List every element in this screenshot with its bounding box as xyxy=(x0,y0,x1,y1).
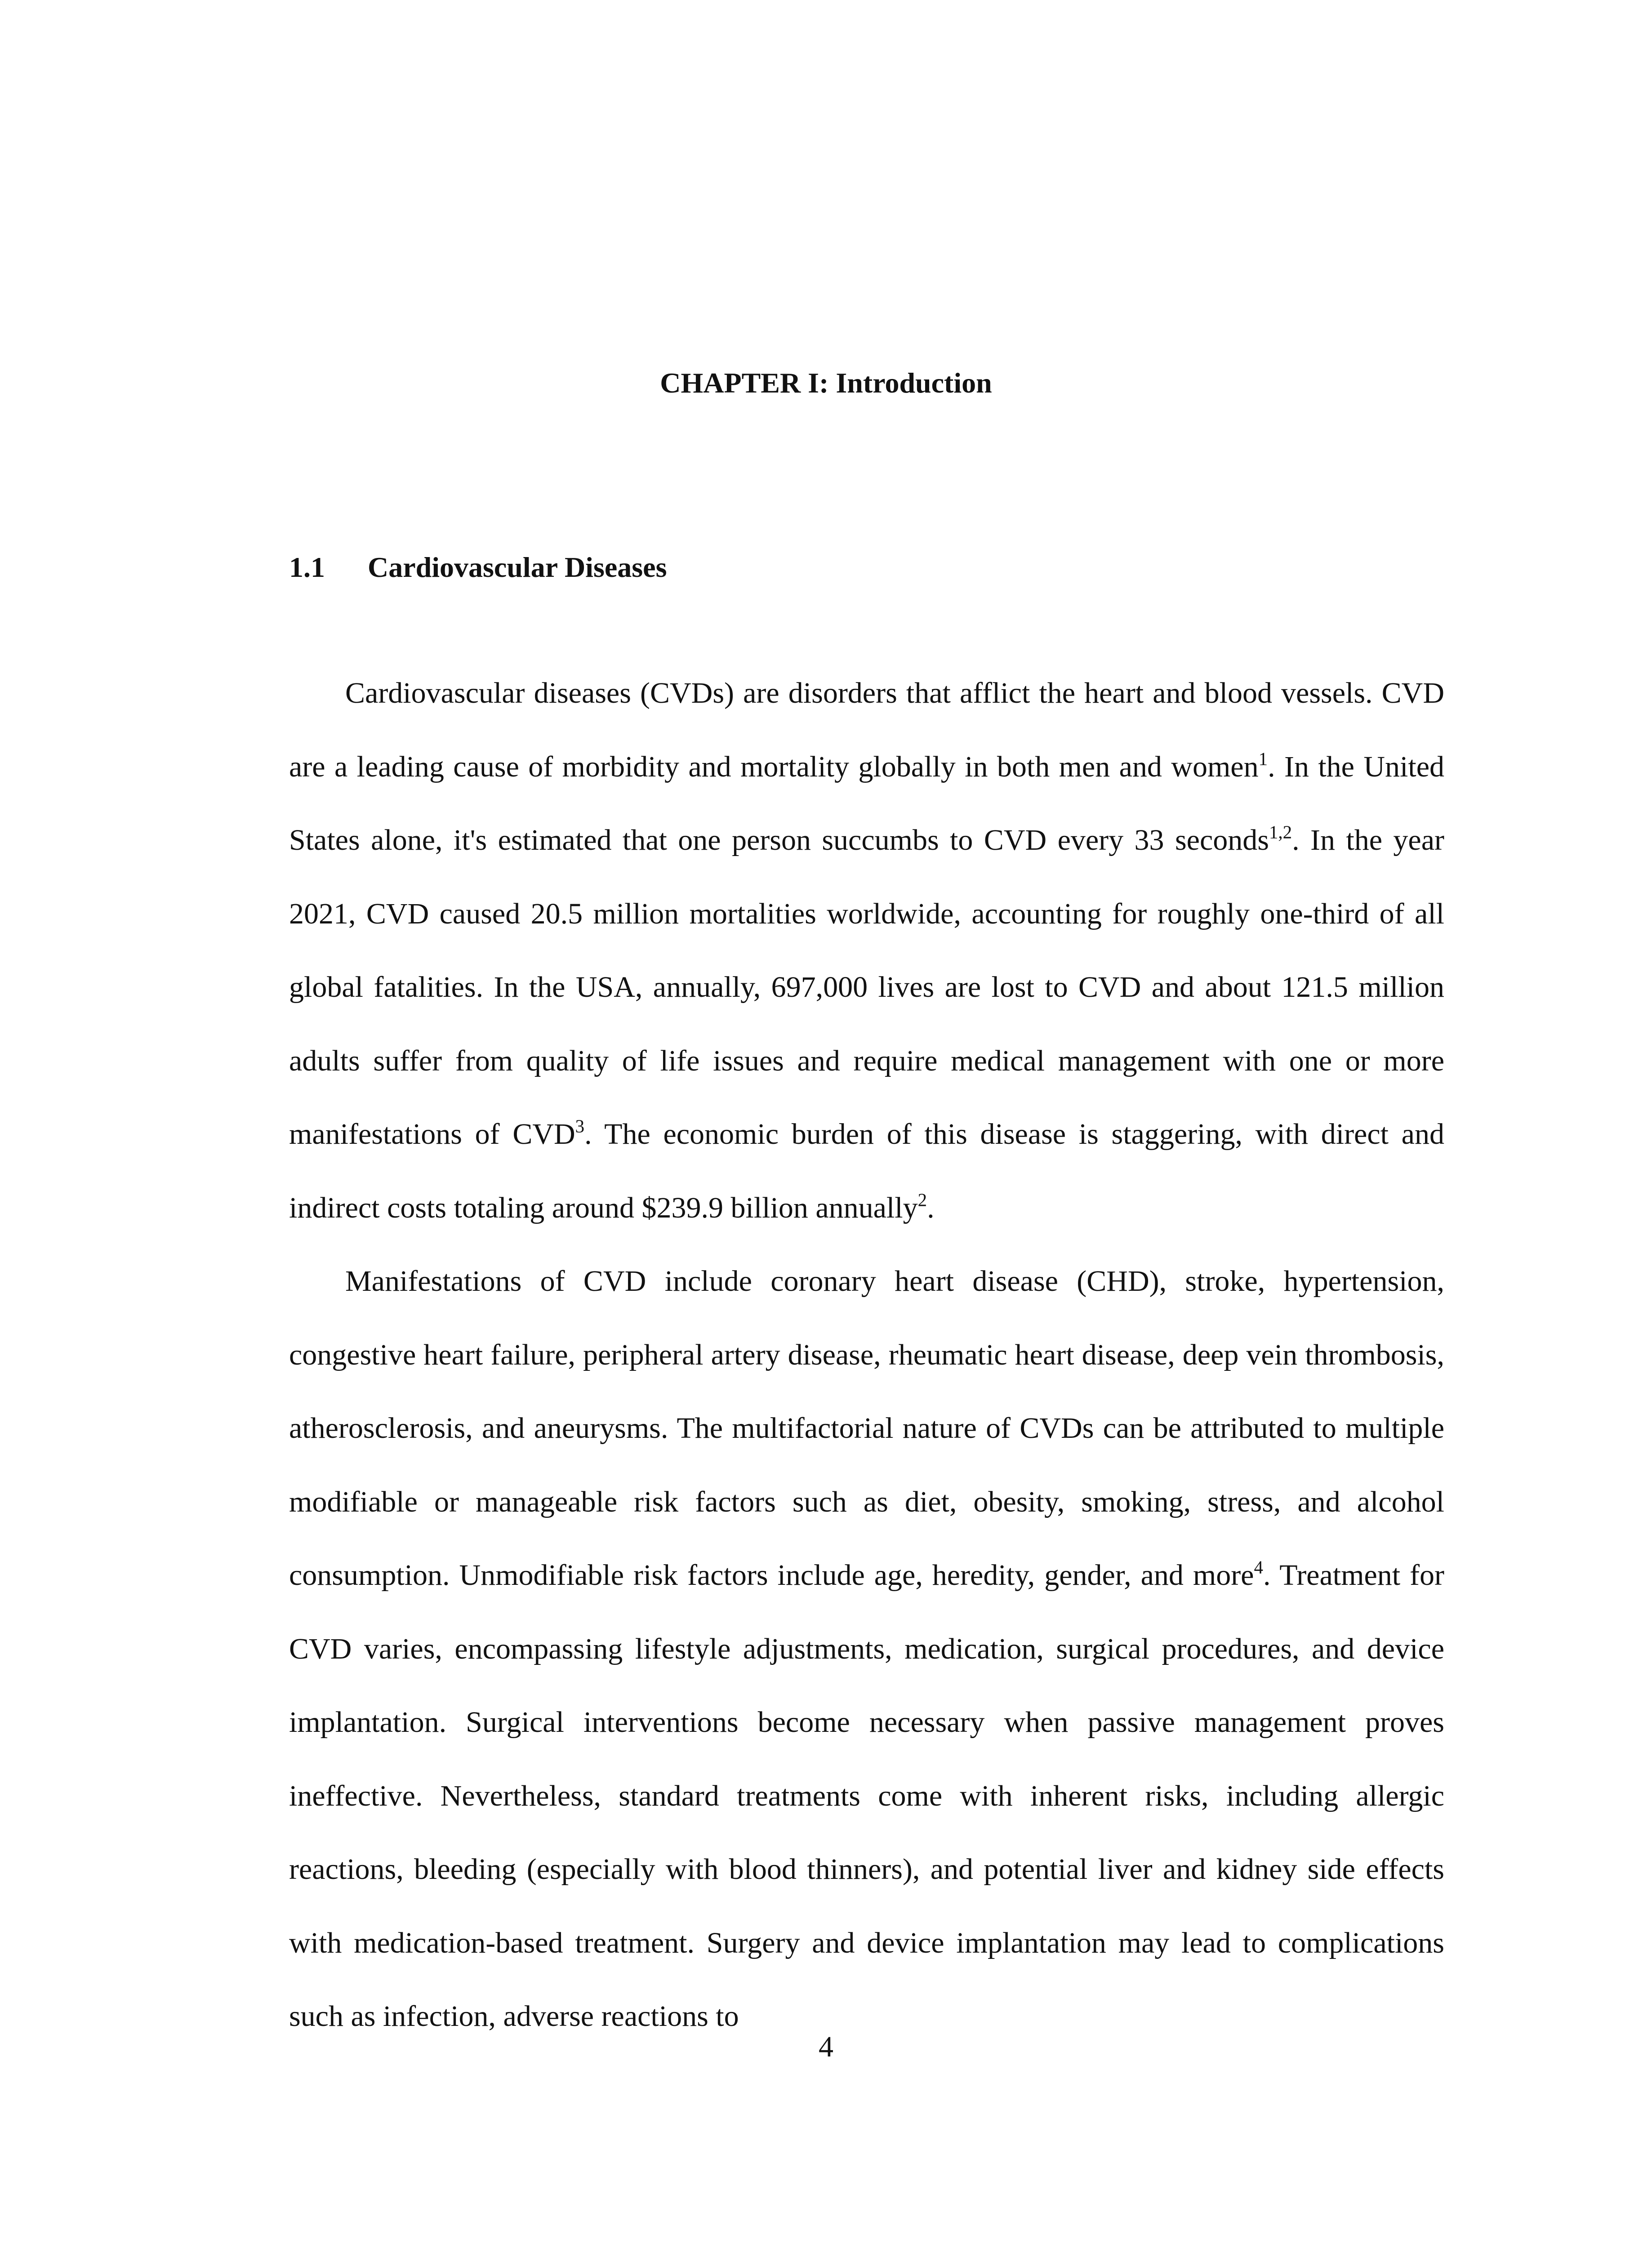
citation-superscript: 4 xyxy=(1254,1557,1263,1578)
text-run: . xyxy=(927,1191,935,1224)
text-run: Manifestations of CVD include coronary heart disease (CHD), stroke, hypertension, congestive heart failure, peripheral artery disease, rheumatic heart disease, deep vein thrombosis, atherosclerosis, and aneurysms. The multifactorial nature of CVDs can be attributed to multiple modifiable or manageable risk factors such as diet, obesity, smoking, stress, and alcohol consumption. Unmodifiable risk factors include age, heredity, gender, and more xyxy=(289,1265,1444,1592)
citation-superscript: 3 xyxy=(575,1116,585,1137)
section-title: Cardiovascular Diseases xyxy=(368,551,667,583)
paragraph-1 xyxy=(289,656,1444,1244)
section-number: 1.1 xyxy=(289,551,325,583)
text-run: . In the United States alone, it's estimated that one person succumbs to CVD every 33 seconds xyxy=(289,750,1444,856)
citation-superscript: 1 xyxy=(1258,749,1268,769)
body-text xyxy=(289,656,1444,2053)
text-run: Cardiovascular diseases (CVDs) are disorders that afflict the heart and blood vessels. CVD are a leading cause of morbidity and mortality globally in both men and women xyxy=(289,677,1444,783)
text-run: . The economic burden of this disease is staggering, with direct and indirect costs totaling around $239.9 billion annually xyxy=(289,1118,1444,1224)
page-number: 4 xyxy=(819,2030,833,2063)
chapter-title: CHAPTER I: Introduction xyxy=(660,367,992,399)
text-run: . In the year 2021, CVD caused 20.5 million mortalities worldwide, accounting for roughly one-third of all global fatalities. In the USA, annually, 697,000 lives are lost to CVD and about 121.5 million adults suffer from quality of life issues and require medical management with one or more manifestations of CVD xyxy=(289,824,1444,1151)
section-heading xyxy=(289,553,667,582)
citation-superscript: 2 xyxy=(917,1190,927,1210)
text-run: . Treatment for CVD varies, encompassing lifestyle adjustments, medication, surgical procedures, and device implantation. Surgical interventions become necessary when passive management proves ineffective. Nevertheless, standard treatments come with inherent risks, including allergic reactions, bleeding (especially with blood thinners), and potential liver and kidney side effects with medication-based treatment. Surgery and device implantation may lead to complications such as infection, adverse reactions to xyxy=(289,1559,1445,2033)
paragraph-2 xyxy=(289,1244,1444,2053)
citation-superscript: 1,2 xyxy=(1269,822,1292,843)
